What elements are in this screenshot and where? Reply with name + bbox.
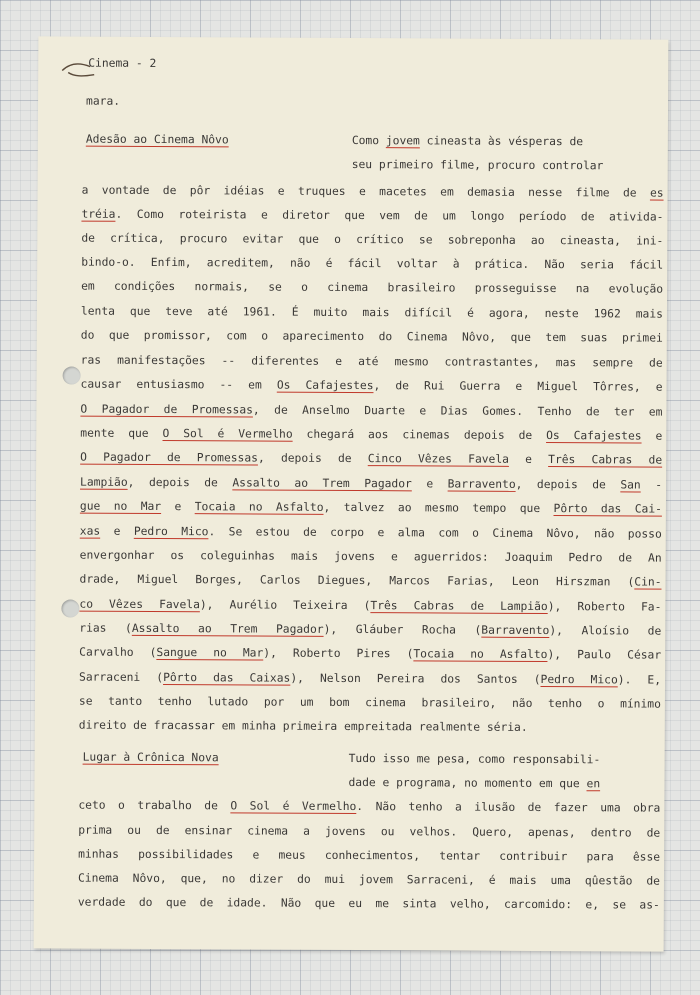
underlined-title: Três Cabras de bbox=[548, 453, 663, 467]
underlined-title: Cin- bbox=[634, 575, 662, 589]
underlined-title: Os Cafajestes bbox=[546, 429, 642, 443]
underlined-title: es bbox=[649, 186, 664, 200]
text-segment: mente que bbox=[80, 426, 163, 441]
text-line bbox=[352, 134, 664, 149]
text-segment: ), Roberto Pires ( bbox=[263, 646, 414, 661]
text-segment: Carvalho ( bbox=[79, 645, 157, 659]
text-segment: a vontade de pôr idéias e truques e macetes em demasia nesse filme de bbox=[81, 183, 651, 200]
text-segment: direito de fracassar em minha primeira empreitada realmente séria. bbox=[78, 718, 528, 734]
text-segment: Cinema Nôvo, que, no dizer do mui jovem Sarraceni, é mais uma qûestão de bbox=[77, 871, 661, 888]
text-line bbox=[78, 896, 660, 912]
text-segment: lenta que teve até 1961. É muito mais difícil é agora, neste 1962 mais bbox=[80, 304, 663, 321]
text-segment: e bbox=[100, 524, 134, 538]
underlined-title: Pedro Mico bbox=[540, 672, 618, 687]
text-segment: ceto o trabalho de bbox=[78, 798, 231, 813]
text-segment: cineasta às vésperas de bbox=[419, 134, 584, 149]
underlined-title: Assalto ao Trem Pagador bbox=[131, 621, 324, 636]
underlined-title: Tocaia no Asfalto bbox=[413, 647, 548, 662]
text-line bbox=[82, 184, 664, 200]
text-line bbox=[80, 549, 662, 565]
text-segment: de crítica, procuro evitar que o crítico se sobreponha ao cineasta, ini- bbox=[81, 231, 664, 248]
continued-word: mara. bbox=[86, 94, 121, 108]
text-line bbox=[81, 280, 663, 296]
text-segment: e bbox=[161, 500, 195, 514]
text-line bbox=[79, 622, 661, 638]
text-line bbox=[81, 305, 663, 321]
page-header: Cinema - 2 bbox=[88, 56, 157, 70]
underlined-title: O Sol é Vermelho bbox=[162, 427, 293, 441]
text-segment: em condições normais, se o cinema brasileiro prosseguisse na evolução bbox=[81, 279, 664, 296]
text-segment: Sarraceni ( bbox=[79, 670, 164, 685]
text-segment: - bbox=[640, 478, 663, 492]
underlined-title: Os Cafajestes bbox=[276, 378, 374, 393]
section-heading: Adesão ao Cinema Nôvo bbox=[85, 132, 229, 147]
underlined-title: Barravento bbox=[447, 477, 516, 491]
text-line bbox=[81, 329, 663, 345]
text-segment: se tanto tenho lutado por um bom cinema brasileiro, não tenho o mínimo bbox=[78, 694, 661, 711]
underlined-title: jovem bbox=[385, 134, 420, 148]
text-line bbox=[80, 525, 662, 541]
text-line bbox=[79, 695, 661, 711]
text-line bbox=[80, 427, 662, 443]
underlined-title: Pôrto das Caixas bbox=[163, 671, 291, 685]
underlined-title: Assalto ao Trem Pagador bbox=[232, 476, 412, 491]
text-line bbox=[80, 476, 662, 492]
text-segment: e bbox=[411, 477, 448, 491]
text-segment: ), Aurélio Teixeira ( bbox=[199, 598, 371, 613]
text-line bbox=[78, 824, 660, 840]
text-segment: Como bbox=[351, 133, 386, 148]
text-segment: causar entusiasmo -- em bbox=[80, 377, 277, 392]
text-line bbox=[80, 451, 662, 467]
underlined-title: gue no Mar bbox=[79, 499, 162, 514]
text-segment: do que promissor, com o aparecimento do Cinema Nôvo, que tem suas primei bbox=[80, 328, 663, 345]
text-line bbox=[81, 378, 663, 394]
underlined-title: Lampião bbox=[80, 475, 128, 489]
text-segment: dade e programa, no momento em que bbox=[348, 775, 587, 791]
underlined-title: co Vêzes Favela bbox=[79, 597, 200, 612]
text-line bbox=[79, 646, 661, 662]
underlined-title: O Pagador de Promessas bbox=[80, 450, 259, 465]
text-segment: . Se estou de corpo e alma com o Cinema Nôvo, não posso bbox=[208, 525, 662, 541]
text-segment: ), Nelson Pereira dos Santos ( bbox=[290, 671, 541, 686]
text-segment: bindo-o. Enfim, acreditem, não é fácil voltar à prática. Não seria fácil bbox=[81, 255, 664, 272]
section-heading: Lugar à Crônica Nova bbox=[82, 750, 219, 765]
text-segment: ). E, bbox=[617, 673, 662, 687]
text-segment: ), Roberto Fa- bbox=[547, 600, 662, 614]
text-segment: , de Rui Guerra e Miguel Tôrres, e bbox=[373, 379, 663, 394]
punch-hole bbox=[61, 599, 79, 617]
text-line bbox=[81, 208, 663, 224]
text-line bbox=[80, 573, 662, 589]
text-segment: , depois de bbox=[127, 475, 233, 490]
underlined-title: Pôrto das Cai- bbox=[553, 502, 662, 516]
text-line bbox=[80, 403, 662, 419]
text-segment: rias ( bbox=[79, 621, 132, 635]
text-line bbox=[81, 256, 663, 272]
punch-hole bbox=[63, 366, 81, 384]
text-segment: verdade do que de idade. Não que eu me sinta velho, carcomido: e, se as- bbox=[77, 895, 660, 912]
text-segment: , talvez ao mesmo tempo que bbox=[323, 500, 554, 516]
text-line bbox=[81, 354, 663, 370]
text-line bbox=[78, 848, 660, 864]
text-line bbox=[79, 719, 661, 735]
text-line bbox=[79, 671, 661, 687]
text-segment: e bbox=[641, 429, 663, 443]
underlined-title: Tocaia no Asfalto bbox=[194, 500, 324, 514]
text-line bbox=[349, 752, 661, 767]
page-content bbox=[38, 36, 668, 912]
text-line bbox=[80, 500, 662, 516]
text-segment: ), Gláuber Rocha ( bbox=[323, 622, 482, 637]
underlined-title: Pedro Mico bbox=[133, 524, 209, 539]
text-segment: minhas possibilidades e meus conhecimentos, tentar contribuir para êsse bbox=[78, 847, 661, 864]
text-line bbox=[81, 232, 663, 248]
underlined-title: xas bbox=[79, 524, 101, 538]
text-segment: ), Aloísio de bbox=[549, 624, 662, 638]
underlined-title: Sangue no Mar bbox=[156, 645, 264, 660]
text-line bbox=[352, 158, 664, 173]
text-segment: ras manifestações -- diferentes e até mesmo contrastantes, mas sempre de bbox=[80, 353, 663, 370]
text-segment: Tudo isso me pesa, como responsabili- bbox=[348, 751, 601, 767]
text-segment: ), Paulo César bbox=[547, 648, 662, 662]
text-segment: . Não tenho a ilusão de fazer uma obra bbox=[356, 800, 661, 815]
underlined-title: tréia bbox=[81, 207, 116, 221]
text-segment: . Como roteirista e diretor que vem de um longo período de ativida- bbox=[115, 207, 664, 224]
text-line bbox=[78, 799, 660, 815]
underlined-title: en bbox=[586, 777, 601, 791]
text-segment: e bbox=[508, 452, 549, 467]
text-segment: , de Anselmo Duarte e Dias Gomes. Tenho de ter em bbox=[252, 403, 663, 419]
text-segment: , depois de bbox=[515, 477, 621, 492]
text-segment: envergonhar os coleguinhas mais jovens e aguerridos: Joaquim Pedro de An bbox=[79, 548, 662, 565]
underlined-title: Cinco Vêzes Favela bbox=[367, 452, 510, 466]
text-line bbox=[79, 598, 661, 614]
text-line bbox=[348, 776, 660, 791]
text-segment: chegará aos cinemas depois de bbox=[292, 427, 547, 443]
underlined-title: O Pagador de Promessas bbox=[80, 402, 253, 417]
underlined-title: Barravento bbox=[481, 623, 550, 638]
typewritten-page bbox=[34, 36, 669, 951]
underlined-title: San bbox=[620, 478, 641, 492]
text-segment: , depois de bbox=[257, 451, 368, 466]
text-segment: prima ou de ensinar cinema a jovens ou velhos. Quero, apenas, dentro de bbox=[78, 823, 661, 840]
underlined-title: O Sol é Vermelho bbox=[230, 799, 357, 814]
text-segment: drade, Miguel Borges, Carlos Diegues, Marcos Farias, Leon Hirszman ( bbox=[79, 572, 635, 589]
underlined-title: Três Cabras de Lampião bbox=[370, 599, 548, 614]
text-line bbox=[78, 872, 660, 888]
text-segment: seu primeiro filme, procuro controlar bbox=[351, 157, 604, 173]
